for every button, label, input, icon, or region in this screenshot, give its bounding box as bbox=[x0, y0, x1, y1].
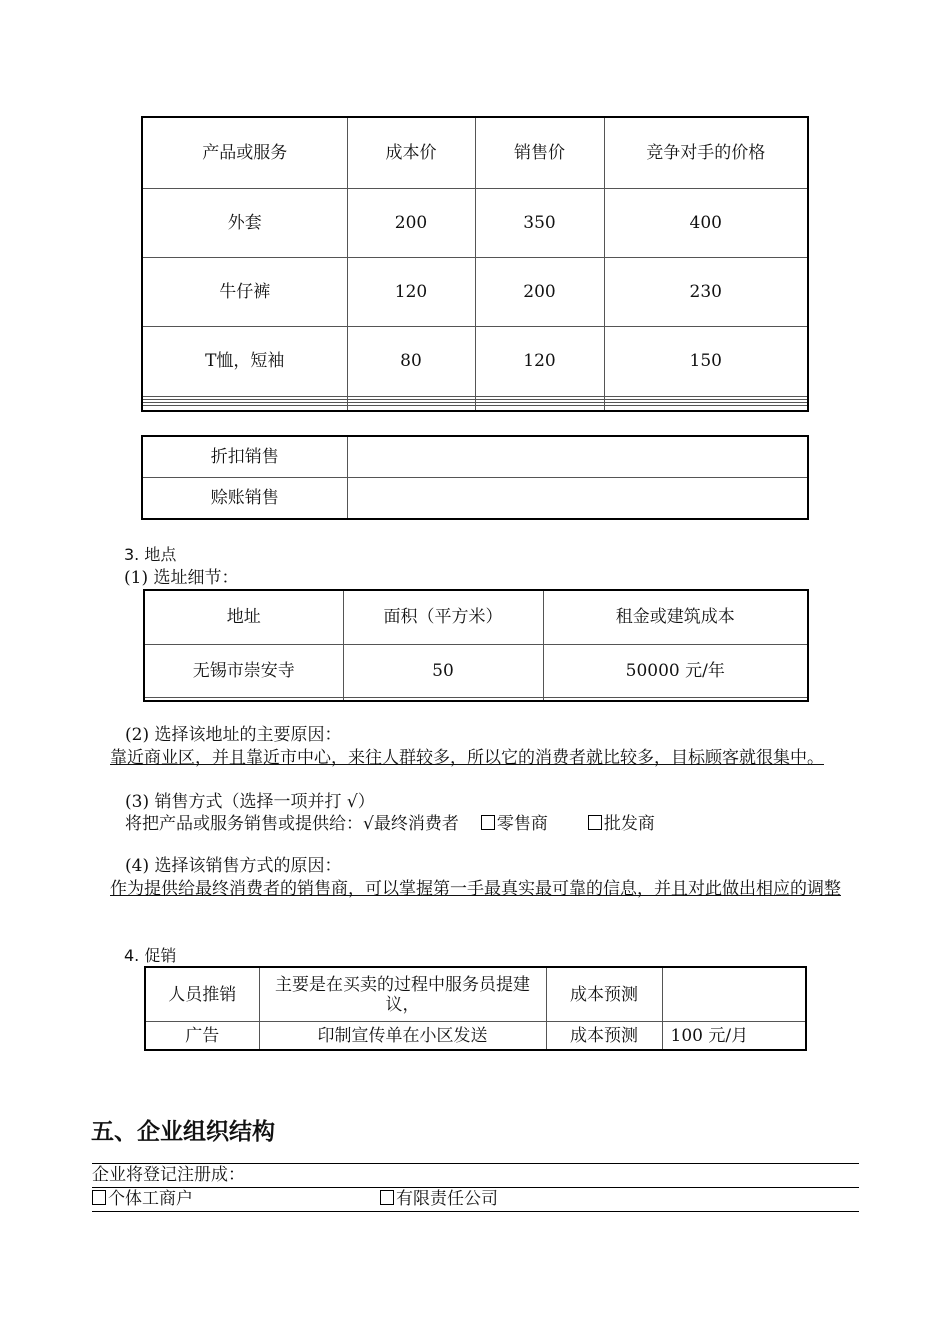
cell: 牛仔裤 bbox=[142, 257, 347, 326]
method-reason-label: (4) 选择该销售方式的原因： bbox=[125, 856, 342, 876]
cell bbox=[343, 697, 543, 701]
cell: 100 元/月 bbox=[662, 1022, 806, 1050]
cell: 赊账销售 bbox=[142, 478, 347, 520]
register-label: 企业将登记注册成： bbox=[92, 1165, 245, 1185]
option-llc[interactable] bbox=[380, 1188, 498, 1210]
cell: 350 bbox=[475, 188, 604, 257]
location-table bbox=[143, 589, 809, 702]
table-row bbox=[142, 327, 808, 396]
cell bbox=[475, 406, 604, 411]
table-row bbox=[142, 257, 808, 326]
cell: 广告 bbox=[145, 1022, 259, 1050]
reason-label: (2) 选择该地址的主要原因： bbox=[125, 725, 342, 745]
method-reason-text: 作为提供给最终消费者的销售商，可以掌握第一手最真实最可靠的信息，并且对此做出相应的调整 bbox=[110, 879, 841, 899]
cell: 人员推销 bbox=[145, 967, 259, 1022]
location-heading: 3. 地点 bbox=[124, 545, 177, 564]
cell: T恤，短袖 bbox=[142, 327, 347, 396]
option-label: 个体工商户 bbox=[108, 1189, 193, 1209]
header-cell: 租金或建筑成本 bbox=[543, 590, 808, 644]
cell: 50 bbox=[343, 644, 543, 697]
table-row bbox=[144, 644, 808, 697]
option-sole-proprietor[interactable] bbox=[92, 1188, 193, 1210]
pricing-table bbox=[141, 116, 809, 412]
cell bbox=[543, 697, 808, 701]
cell: 200 bbox=[475, 257, 604, 326]
promotion-table bbox=[144, 966, 807, 1051]
cell: 80 bbox=[347, 327, 475, 396]
table-row bbox=[144, 697, 808, 701]
cell: 成本预测 bbox=[546, 1022, 662, 1050]
cell: 200 bbox=[347, 188, 475, 257]
cell: 无锡市崇安寺 bbox=[144, 644, 343, 697]
table-row bbox=[142, 436, 808, 478]
cell: 折扣销售 bbox=[142, 436, 347, 478]
cell: 印制宣传单在小区发送 bbox=[259, 1022, 546, 1050]
option-label: 有限责任公司 bbox=[396, 1189, 498, 1209]
sales-terms-table bbox=[141, 435, 809, 520]
cell bbox=[144, 697, 343, 701]
header-cell: 成本价 bbox=[347, 117, 475, 188]
cell bbox=[662, 967, 806, 1022]
checkbox-icon[interactable] bbox=[588, 815, 602, 830]
checkbox-icon[interactable] bbox=[380, 1190, 394, 1205]
cell: 120 bbox=[475, 327, 604, 396]
header-cell: 竞争对手的价格 bbox=[604, 117, 808, 188]
checkbox-icon[interactable] bbox=[92, 1190, 106, 1205]
header-cell: 面积（平方米） bbox=[343, 590, 543, 644]
check-mark-icon[interactable]: √ bbox=[363, 814, 374, 834]
cell bbox=[604, 406, 808, 411]
sales-method-label: (3) 销售方式（选择一项并打 √） bbox=[125, 792, 375, 812]
cell: 230 bbox=[604, 257, 808, 326]
header-cell: 产品或服务 bbox=[142, 117, 347, 188]
table-row bbox=[142, 188, 808, 257]
cell: 120 bbox=[347, 257, 475, 326]
cell: 50000 元/年 bbox=[543, 644, 808, 697]
header-cell: 地址 bbox=[144, 590, 343, 644]
cell bbox=[347, 436, 808, 478]
cell bbox=[347, 406, 475, 411]
option-wholesaler: 批发商 bbox=[603, 814, 655, 834]
cell: 成本预测 bbox=[546, 967, 662, 1022]
divider bbox=[92, 1211, 859, 1212]
section-title: 五、企业组织结构 bbox=[91, 1119, 275, 1145]
sales-method-prefix: 将把产品或服务销售或提供给： bbox=[125, 814, 363, 834]
location-reason-text: 靠近商业区，并且靠近市中心，来往人群较多，所以它的消费者就比较多，目标顾客就很集中。 bbox=[110, 748, 824, 768]
cell bbox=[142, 406, 347, 411]
cell: 400 bbox=[604, 188, 808, 257]
option-final-consumer: 最终消费者 bbox=[373, 814, 459, 834]
header-cell: 销售价 bbox=[475, 117, 604, 188]
table-header-row bbox=[144, 590, 808, 644]
cell: 主要是在买卖的过程中服务员提建议， bbox=[259, 967, 546, 1022]
promotion-heading: 4. 促销 bbox=[124, 946, 177, 965]
site-details-label: (1) 选址细节： bbox=[124, 568, 239, 588]
checkbox-icon[interactable] bbox=[481, 815, 495, 830]
table-row bbox=[145, 1022, 806, 1050]
table-row bbox=[142, 478, 808, 520]
sales-method-options bbox=[125, 813, 655, 835]
cell: 外套 bbox=[142, 188, 347, 257]
table-row bbox=[142, 406, 808, 411]
cell: 150 bbox=[604, 327, 808, 396]
table-row bbox=[145, 967, 806, 1022]
cell bbox=[347, 478, 808, 520]
table-header-row bbox=[142, 117, 808, 188]
option-retailer: 零售商 bbox=[496, 814, 548, 834]
